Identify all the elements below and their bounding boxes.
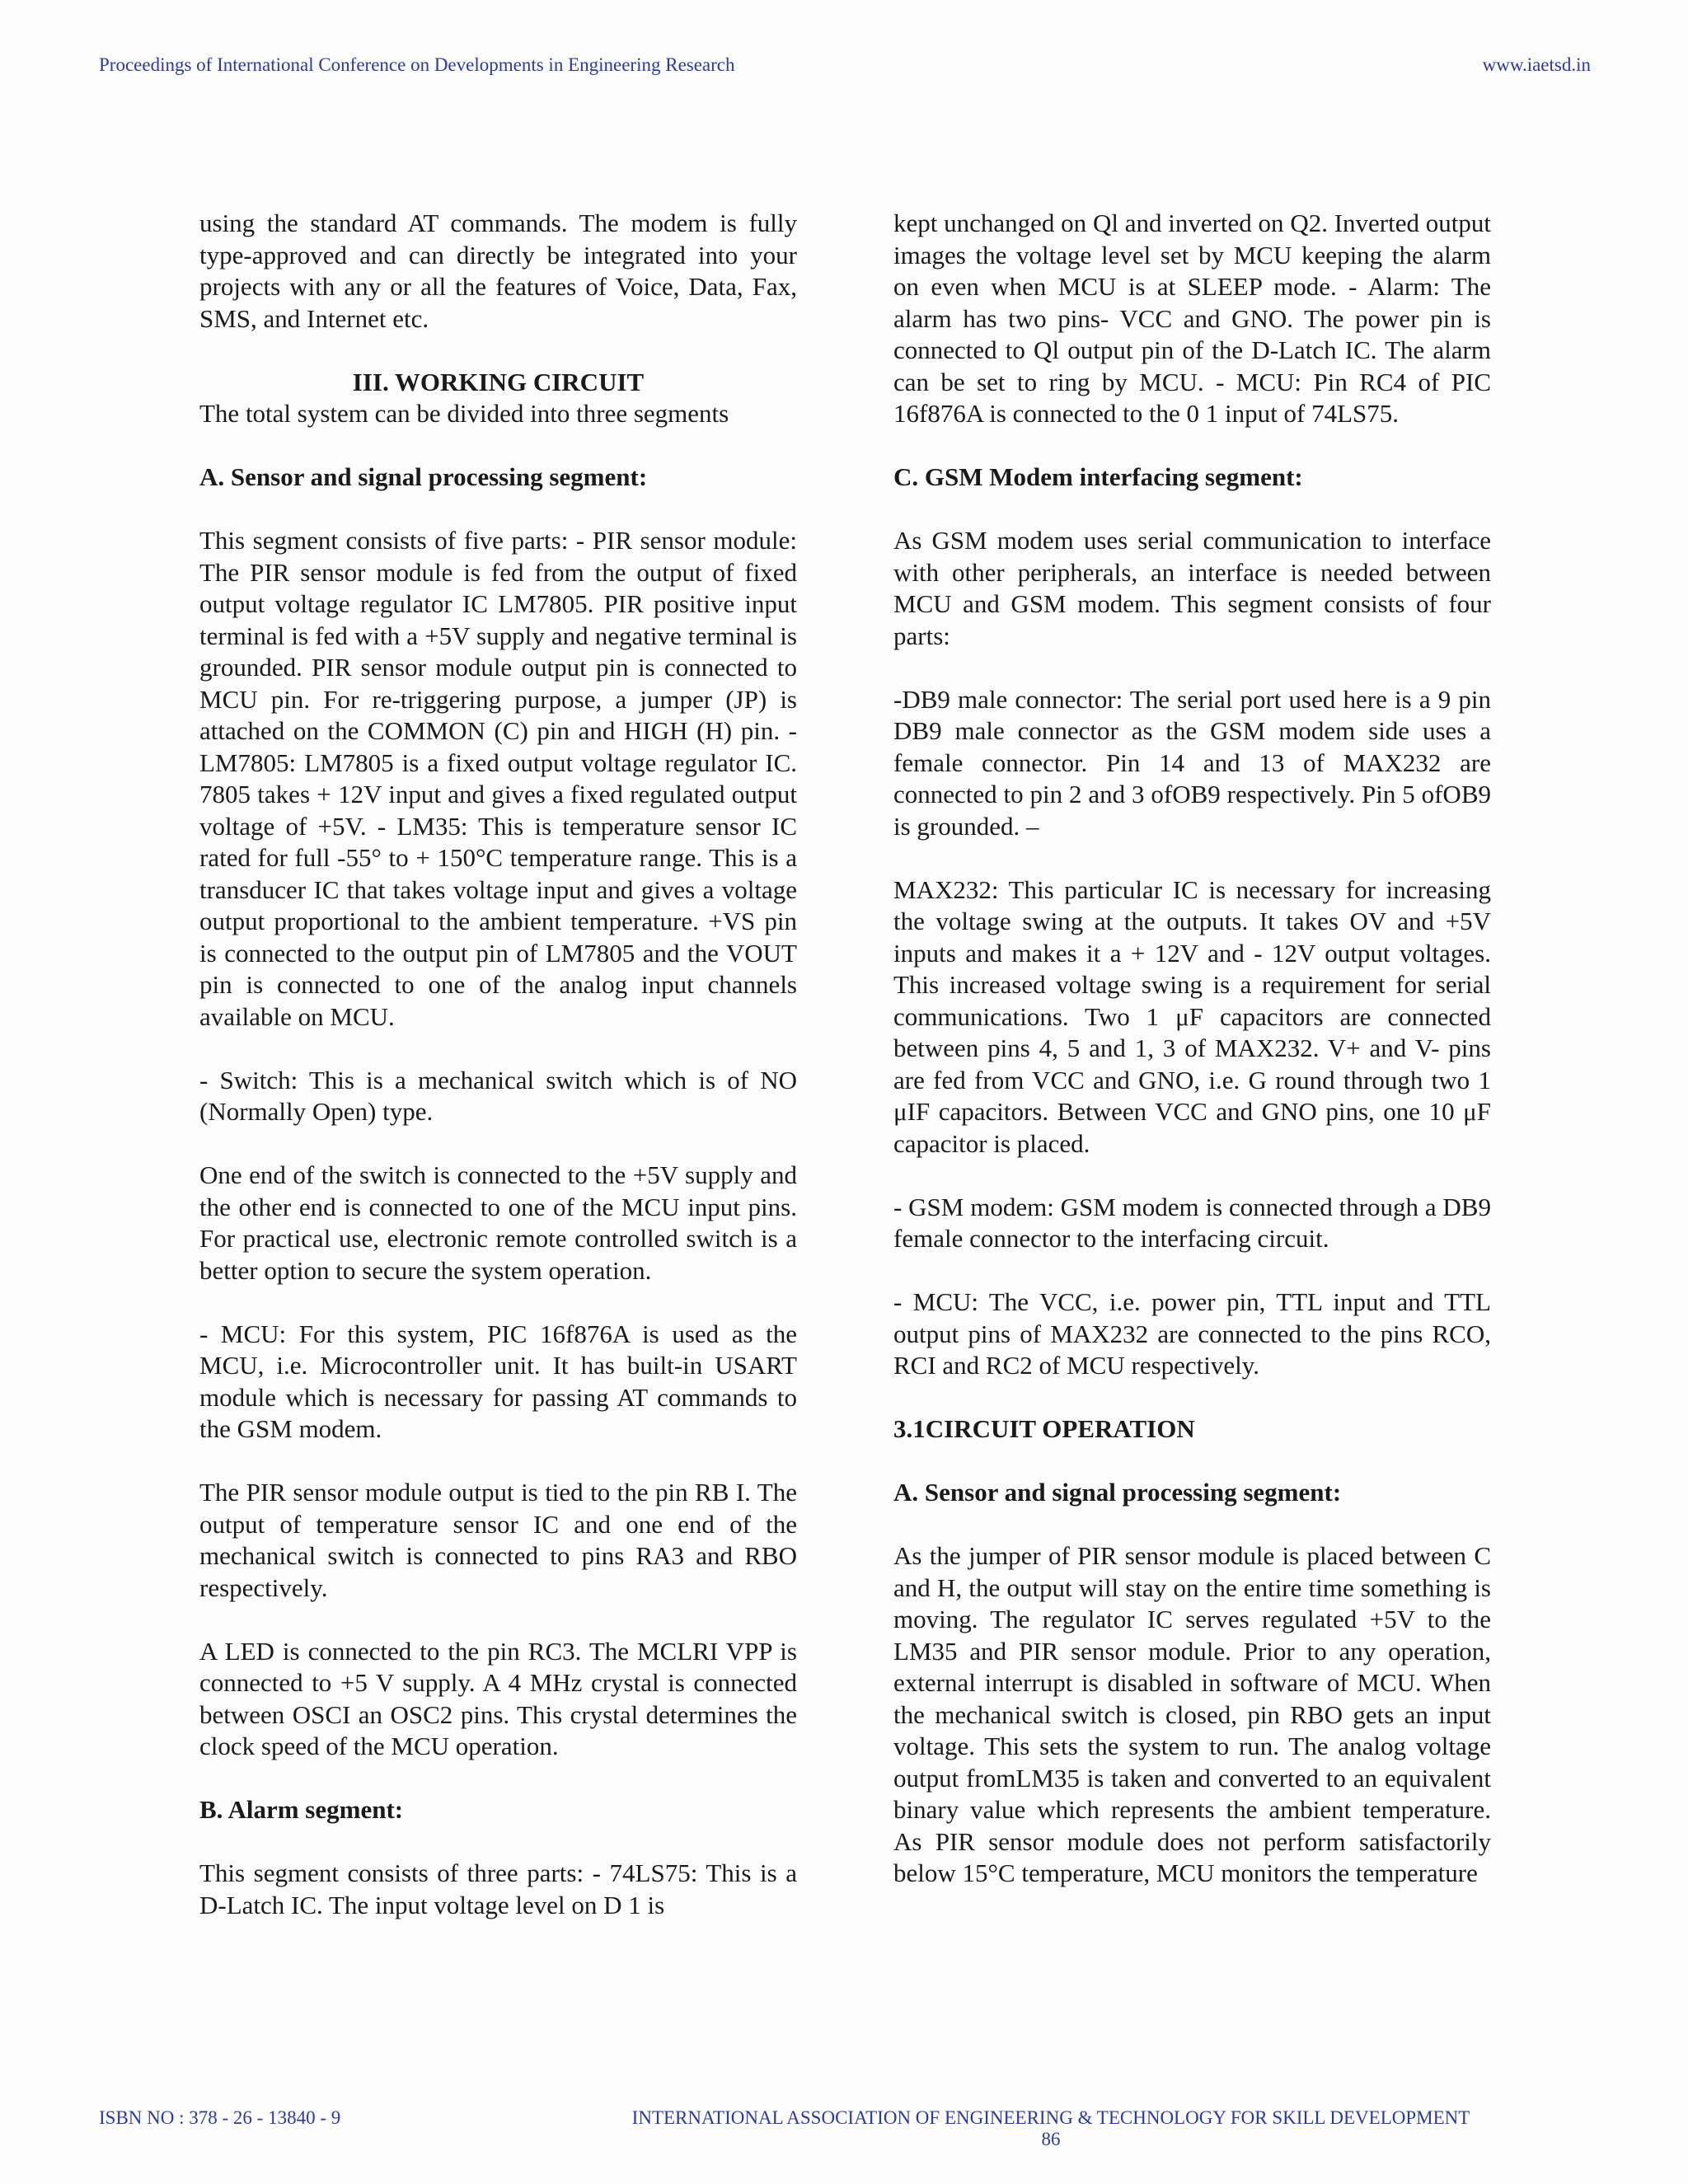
paragraph-db9: -DB9 male connector: The serial port used here is a 9 pin DB9 male connector as the GSM modem side uses a female connector. Pin 14 and 13 of MAX232 are connected to pin 2 and 3 ofOB9 respectively. Pin 5 ofOB9 is grounded. – <box>893 684 1491 841</box>
footer-organization: INTERNATIONAL ASSOCIATION OF ENGINEERING & TECHNOLOGY FOR SKILL DEVELOPMENT <box>631 2107 1470 2128</box>
paragraph-switch: - Switch: This is a mechanical switch which is of NO (Normally Open) type. <box>199 1065 797 1126</box>
left-column <box>199 208 797 1921</box>
subsection-heading-sensor: A. Sensor and signal processing segment: <box>199 462 648 491</box>
subsection-heading-alarm: B. Alarm segment: <box>199 1795 404 1824</box>
paragraph-jumper: As the jumper of PIR sensor module is placed between C and H, the output will stay on the entire time something is moving. The regulator IC serves regulated +5V to the LM35 and PIR sensor module. Prior to any operation, external interrupt is disabled in software of MCU. When the mechanical switch is closed, pin RBO gets an input voltage. This sets the system to run. The analog voltage output fromLM35 is taken and converted to an equivalent binary value which represents the ambient temperature. As PIR sensor module does not perform satisfactorily below 15°C temperature, MCU monitors the temperature <box>893 1541 1491 1887</box>
right-column <box>893 208 1491 1890</box>
subsection-heading-sensor-operation: A. Sensor and signal processing segment: <box>893 1478 1342 1507</box>
paragraph-switch-end: One end of the switch is connected to the +5V supply and the other end is connected to one of the MCU input pins. For practical use, electronic remote controlled switch is a better option to secure the system operation. <box>199 1160 797 1285</box>
subsection-heading-gsm: C. GSM Modem interfacing segment: <box>893 462 1303 491</box>
paragraph-led: A LED is connected to the pin RC3. The MCLRI VPP is connected to +5 V supply. A 4 MHz crystal is connected between OSCI an OSC2 pins. This crystal determines the clock speed of the MCU operation. <box>199 1636 797 1760</box>
paragraph-alarm: This segment consists of three parts: - 74LS75: This is a D-Latch IC. The input voltage level on D 1 is <box>199 1858 797 1919</box>
footer-isbn: ISBN NO : 378 - 26 - 13840 - 9 <box>99 2107 341 2128</box>
paragraph-sensor-parts: This segment consists of five parts: - PIR sensor module: The PIR sensor module is fed from the output of fixed output voltage regulator IC LM7805. PIR positive input terminal is fed with a +5V supply and negative terminal is grounded. PIR sensor module output pin is connected to MCU pin. For re-triggering purpose, a jumper (JP) is attached on the COMMON (C) pin and HIGH (H) pin. - LM7805: LM7805 is a fixed output voltage regulator IC. 7805 takes + 12V input and gives a fixed regulated output voltage of +5V. - LM35: This is temperature sensor IC rated for full -55° to + 150°C temperature range. This is a transducer IC that takes voltage input and gives a voltage output proportional to the ambient temperature. +VS pin is connected to the output pin of LM7805 and the VOUT pin is connected to one of the analog input channels available on MCU. <box>199 526 797 1031</box>
paragraph-mcu: - MCU: For this system, PIC 16f876A is used as the MCU, i.e. Microcontroller unit. It has built-in USART module which is necessary for passing AT commands to the GSM modem. <box>199 1319 797 1443</box>
running-header-url[interactable]: www.iaetsd.in <box>1482 54 1591 75</box>
section-heading-circuit-operation: 3.1CIRCUIT OPERATION <box>893 1414 1195 1443</box>
running-header-title: Proceedings of International Conference on Developments in Engineering Research <box>99 54 735 75</box>
section-heading-working-circuit: III. WORKING CIRCUIT <box>352 367 645 396</box>
footer-center <box>511 2107 1591 2150</box>
paragraph-latch: kept unchanged on Ql and inverted on Q2. Inverted output images the voltage level set by MCU keeping the alarm on even when MCU is at SLEEP mode. - Alarm: The alarm has two pins- VCC and GNO. The power pin is connected to Ql output pin of the D-Latch IC. The alarm can be set to ring by MCU. - MCU: Pin RC4 of PIC 16f876A is connected to the 0 1 input of 74LS75. <box>893 209 1491 428</box>
paragraph-total-system: The total system can be divided into three segments <box>199 399 729 428</box>
page-number: 86 <box>1041 2129 1061 2149</box>
paragraph-at-commands: using the standard AT commands. The modem is fully type-approved and can directly be integrated into your projects with any or all the features of Voice, Data, Fax, SMS, and Internet etc. <box>199 209 797 333</box>
paragraph-pir-output: The PIR sensor module output is tied to the pin RB I. The output of temperature sensor IC and one end of the mechanical switch is connected to pins RA3 and RBO respectively. <box>199 1478 797 1602</box>
paragraph-max232: MAX232: This particular IC is necessary for increasing the voltage swing at the outputs. It takes OV and +5V inputs and makes it a + 12V and - 12V output voltages. This increased voltage swing is a requirement for serial communications. Two 1 μF capacitors are connected between pins 4, 5 and 1, 3 of MAX232. V+ and V- pins are fed from VCC and GNO, i.e. G round through two 1 μIF capacitors. Between VCC and GNO pins, one 10 μF capacitor is placed. <box>893 874 1491 1158</box>
paragraph-gsm-modem: - GSM modem: GSM modem is connected through a DB9 female connector to the interfacing circuit. <box>893 1192 1491 1253</box>
paragraph-gsm-interface: As GSM modem uses serial communication to interface with other peripherals, an interface is needed between MCU and GSM modem. This segment consists of four parts: <box>893 526 1491 650</box>
paragraph-mcu-pins: - MCU: The VCC, i.e. power pin, TTL input and TTL output pins of MAX232 are connected to the pins RCO, RCI and RC2 of MCU respectively. <box>893 1287 1491 1380</box>
